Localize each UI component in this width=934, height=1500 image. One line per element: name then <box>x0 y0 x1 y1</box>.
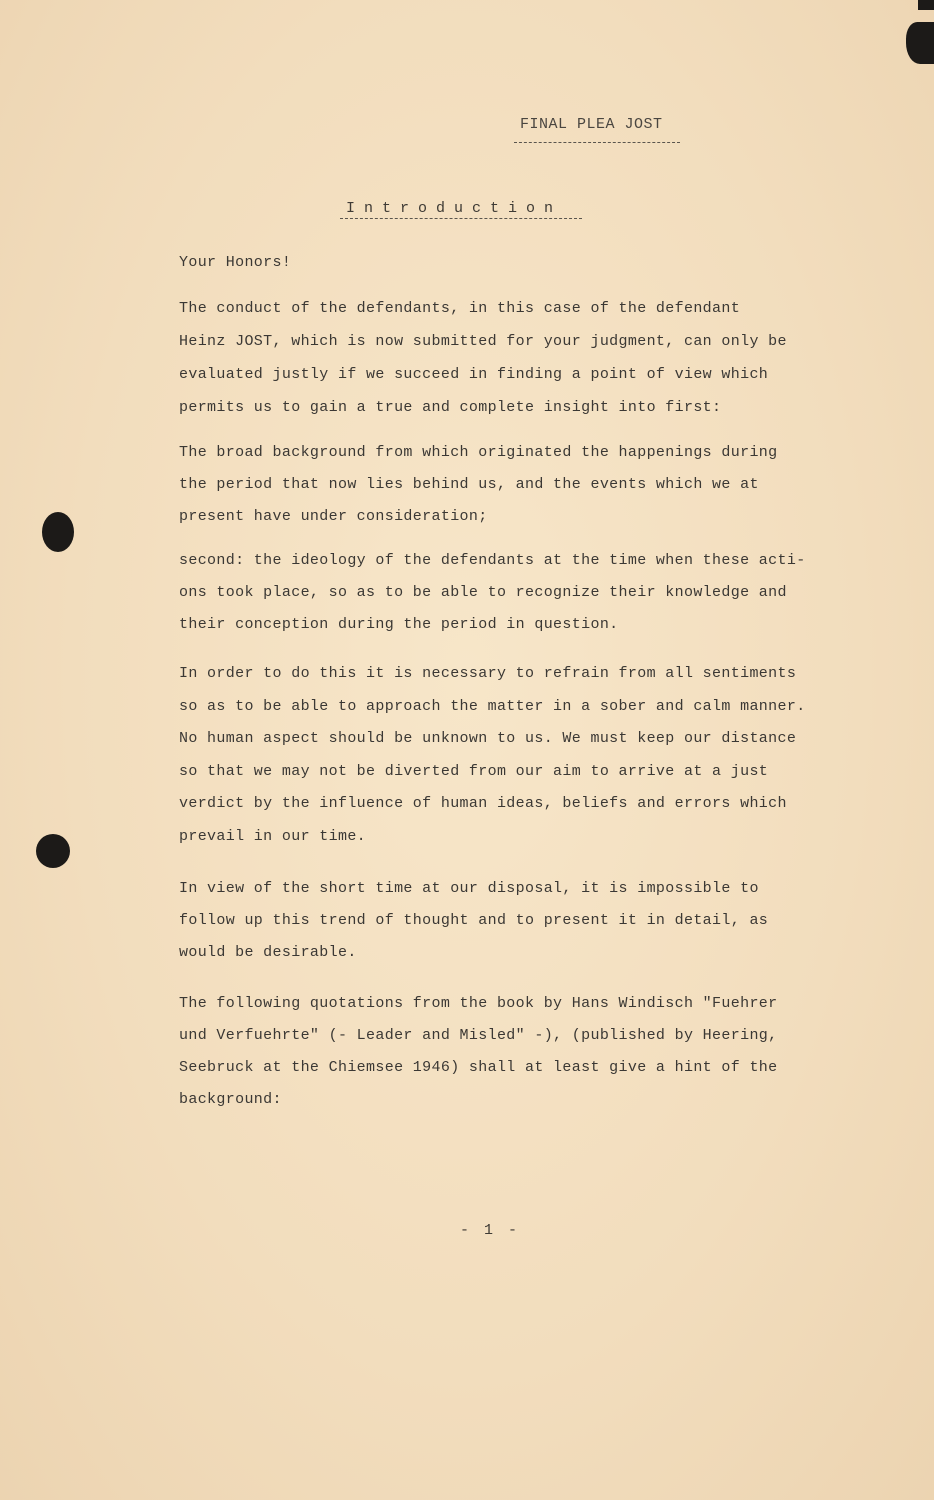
paragraph-5-line-3: would be desirable. <box>179 944 357 961</box>
edge-corner-mark <box>918 0 934 10</box>
paragraph-4 <box>179 658 829 854</box>
paragraph-2-line-1: The broad background from which originated the happenings during <box>179 444 778 461</box>
punch-hole-bottom <box>36 834 70 868</box>
paragraph-4-line-1: In order to do this it is necessary to refrain from all sentiments <box>179 665 797 682</box>
paragraph-5-line-2: follow up this trend of thought and to present it in detail, as <box>179 912 769 929</box>
paragraph-6-line-1: The following quotations from the book by Hans Windisch "Fuehrer <box>179 995 778 1012</box>
paragraph-2 <box>179 437 829 533</box>
page-number: - 1 - <box>460 1222 521 1239</box>
paragraph-6-line-3: Seebruck at the Chiemsee 1946) shall at least give a hint of the <box>179 1059 778 1076</box>
paragraph-4-line-3: No human aspect should be unknown to us. We must keep our distance <box>179 730 797 748</box>
paragraph-1-line-1: The conduct of the defendants, in this case of the defendant <box>179 300 741 317</box>
paragraph-4-line-4: so that we may not be diverted from our aim to arrive at a just <box>179 762 769 780</box>
header-underline <box>514 142 680 143</box>
paragraph-3 <box>179 545 829 641</box>
paragraph-1-line-4: permits us to gain a true and complete insight into first: <box>179 399 722 416</box>
section-title-underline <box>340 218 582 219</box>
paragraph-2-line-3: present have under consideration; <box>179 508 488 525</box>
salutation <box>179 254 829 271</box>
paragraph-4-line-2: so as to be able to approach the matter in a sober and calm manner. <box>179 697 806 715</box>
paragraph-6-line-2: und Verfuehrte" (- Leader and Misled" -), (published by Heering, <box>179 1027 778 1044</box>
salutation-text: Your Honors! <box>179 254 292 271</box>
paragraph-1-line-3: evaluated justly if we succeed in finding a point of view which <box>179 366 769 383</box>
paragraph-3-line-2: ons took place, so as to be able to recognize their knowledge and <box>179 584 787 601</box>
paragraph-2-line-2: the period that now lies behind us, and the events which we at <box>179 476 759 493</box>
paragraph-5 <box>179 873 829 969</box>
paragraph-1 <box>179 292 829 424</box>
paragraph-1-line-2: Heinz JOST, which is now submitted for your judgment, can only be <box>179 333 787 350</box>
paragraph-3-line-1: second: the ideology of the defendants at the time when these acti- <box>179 552 806 569</box>
paragraph-6-line-4: background: <box>179 1091 282 1108</box>
paragraph-4-line-5: verdict by the influence of human ideas, beliefs and errors which <box>179 795 787 813</box>
section-title: Introduction <box>346 200 563 217</box>
paragraph-3-line-3: their conception during the period in question. <box>179 616 619 633</box>
header-title: FINAL PLEA JOST <box>520 116 663 133</box>
paragraph-5-line-1: In view of the short time at our disposal, it is impossible to <box>179 880 759 897</box>
punch-hole-top <box>42 512 74 552</box>
paragraph-4-line-6: prevail in our time. <box>179 827 367 845</box>
paragraph-6 <box>179 988 829 1116</box>
edge-tear-mark <box>906 22 934 64</box>
